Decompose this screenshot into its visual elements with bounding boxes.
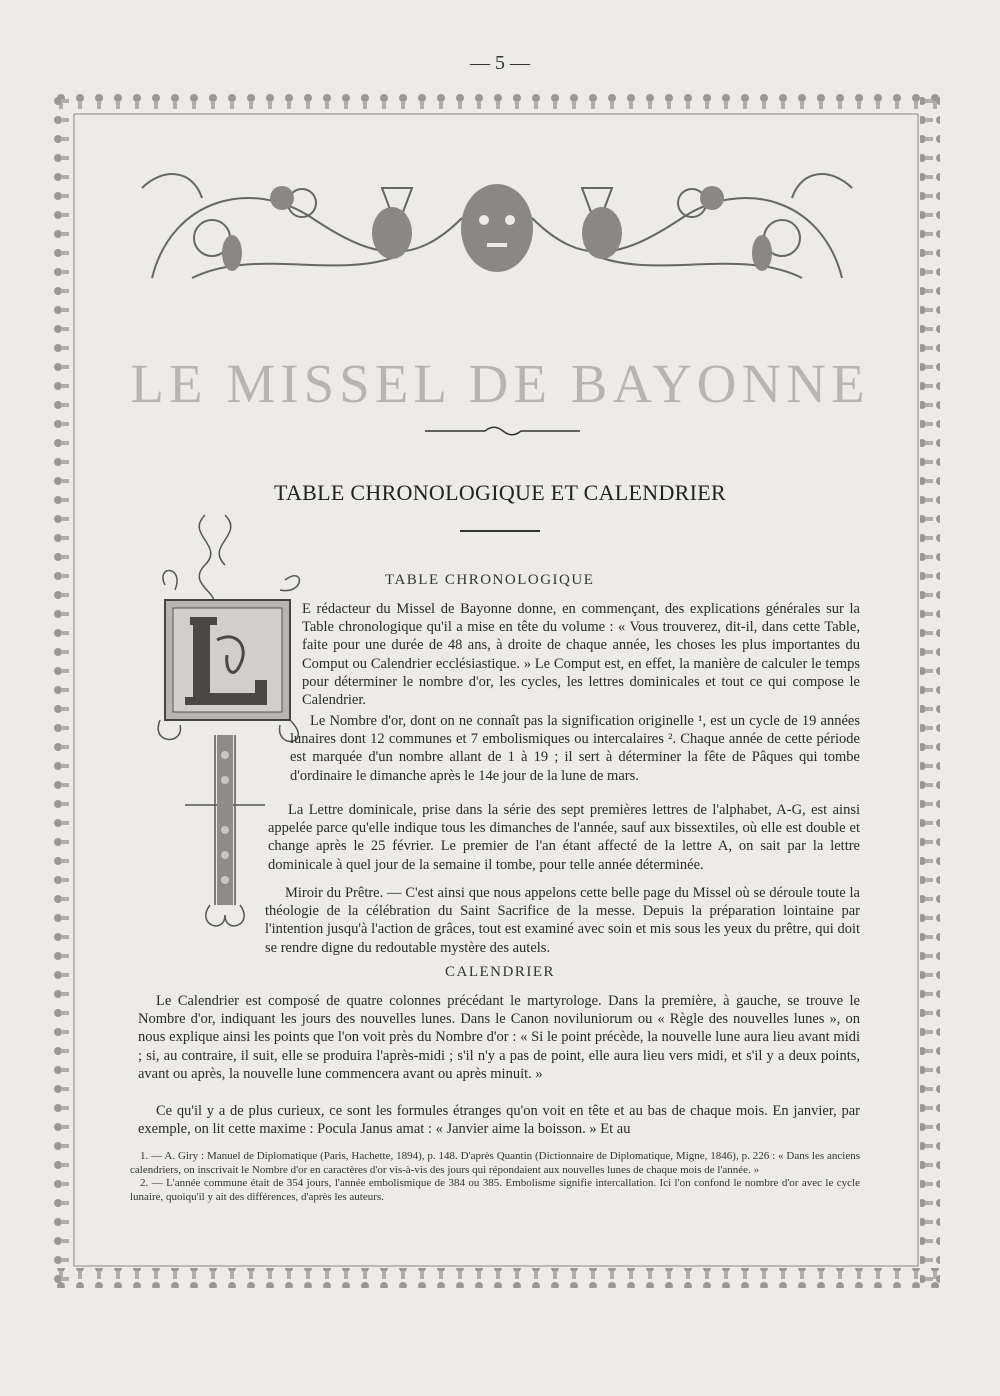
subheading-calendrier: CALENDRIER — [445, 964, 555, 980]
paragraph-2: Le Nombre d'or, dont on ne connaît pas la signification originelle ¹, est un cycle de 19 années lunaires dont 12 communes et 7 embolismiques ou intercalaires ². Chaque année de cette période est marquée d'un nombre allant de 1 à 19 ; il sert à déterminer la fête de Pâques qui tombe d'ordinaire le dimanche après le 14e jour de la lune de mars. — [290, 713, 860, 784]
footnote-1: 1. — A. Giry : Manuel de Diplomatique (Paris, Hachette, 1894), p. 148. D'après Quantin (Dictionnaire de Diplomatique, Migne, 1846), p. 226 : « Dans les anciens calendriers, on inscrivait le Nombre d'or en caractères d'or vis-à-vis des jours qui répondaient aux nouvelles lunes de chaque mois de l'année. » — [130, 1150, 860, 1176]
subheading-table-chronologique: TABLE CHRONOLOGIQUE — [385, 572, 595, 588]
footnotes — [130, 1150, 860, 1204]
ornamental-headpiece — [132, 158, 862, 298]
paragraph-3: La Lettre dominicale, prise dans la série des sept premières lettres de l'alphabet, A-G, est ainsi appelée parce qu'elle indique tous les dimanches de l'année, sauf aux bissextiles, où elle est double et change après le 25 février. Le premier de l'an étant affecté de la lettre A, on sait par la lettre dominicale à quel jour de la semaine il tombe, pour telle année déterminée. — [268, 802, 860, 873]
paragraph-5: Le Calendrier est composé de quatre colonnes précédant le martyrologe. Dans la première, à gauche, se trouve le Nombre d'or, indiquant les jours des nouvelles lunes. Dans le Canon noviluniorum ou « Règle des nouvelles lunes », on nous explique ainsi les points que l'on voit près du Nombre d'or : « Si le point précède, la nouvelle lune aura lieu avant midi ; si, au contraire, il suit, elle se produira l'après-midi ; s'il n'y a pas de point, elle aura lieu vers midi, et s'il y a deux points, avant ou après, la nouvelle lune commencera avant ou après minuit. » — [138, 993, 860, 1082]
title-rule — [425, 424, 580, 443]
section-title: TABLE CHRONOLOGIQUE ET CALENDRIER — [274, 480, 726, 505]
paragraph-6: Ce qu'il y a de plus curieux, ce sont les formules étranges qu'on voit en tête et au bas de chaque mois. En janvier, par exemple, on lit cette maxime : Pocula Janus amat : « Janvier aime la boisson. » Et au — [138, 1103, 860, 1138]
paragraph-1: E rédacteur du Missel de Bayonne donne, en commençant, des explications générales sur la Table chronologique qu'il a mise en tête du volume : « Vous trouverez, dit-il, dans cette Table, faite pour une durée de 48 ans, à droite de chaque année, les choses les plus importantes du Comput ou Calendrier ecclésiastique. » Le Comput est, en effet, la manière de calculer le temps pour déterminer le nombre d'or, les cycles, les lettres dominicales et tout ce qui compose le Calendrier. — [302, 601, 860, 709]
paragraph-4: Miroir du Prêtre. — C'est ainsi que nous appelons cette belle page du Missel où se déroule toute la théologie de la célébration du Saint Sacrifice de la messe. Depuis la préparation lointaine par l'intention jusqu'à l'action de grâces, tout est examiné avec soin et mis sous les yeux du prêtre, qui doit se rendre digne du redoutable mystère des autels. — [265, 885, 860, 956]
footnote-2: 2. — L'année commune était de 354 jours, l'année embolismique de 384 ou 385. Embolisme signifie intercallation. Ici l'on confond le nombre d'or avec le cycle lunaire, quoiqu'il y ait des différences, d'après les auteurs. — [130, 1177, 860, 1203]
page-number: — 5 — — [470, 52, 530, 74]
short-rule — [460, 530, 540, 532]
main-title: LE MISSEL DE BAYONNE — [130, 353, 870, 414]
